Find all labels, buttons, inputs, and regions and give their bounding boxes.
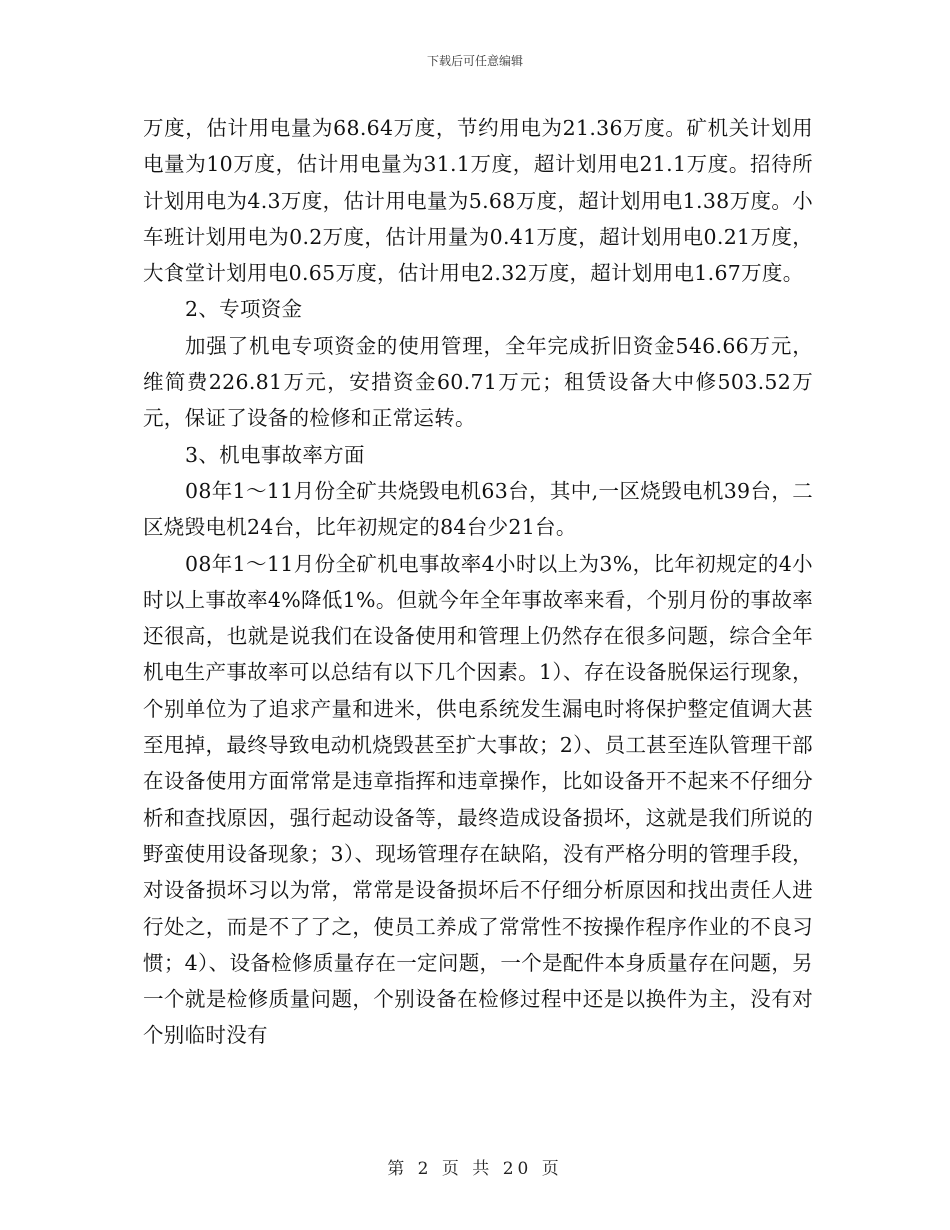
section-heading-accident-rate: 3、机电事故率方面 (185, 442, 365, 467)
document-body (143, 110, 813, 1054)
section-heading-special-funds: 2、专项资金 (185, 297, 303, 322)
paragraph-special-funds: 加强了机电专项资金的使用管理，全年完成折旧资金546.66万元，维简费226.81万元，安措资金60.71万元；租赁设备大中修503.52万元，保证了设备的检修和正常运转。 (143, 333, 813, 431)
page-header: 下载后可任意编辑 (426, 54, 523, 68)
paragraph-electricity-usage: 万度，估计用电量为68.64万度，节约用电为21.36万度。矿机关计划用电量为10万度，估计用电量为31.1万度，超计划用电21.1万度。招待所计划用电为4.3万度，估计用电量为5.68万度，超计划用电1.38万度。小车班计划用电为0.2万度，估计用量为0.41万度，超计划用电0.21万度，大食堂计划用电0.65万度，估计用电2.32万度，超计划用电1.67万度。 (143, 116, 813, 286)
paragraph-accident-analysis: 08年1～11月份全矿机电事故率4小时以上为3%，比年初规定的4小时以上事故率4%降低1%。但就今年全年事故率来看，个别月份的事故率还很高，也就是说我们在设备使用和管理上仍然存在很多问题，综合全年机电生产事故率可以总结有以下几个因素。1）、存在设备脱保运行现象，个别单位为了追求产量和进米，供电系统发生漏电时将保护整定值调大甚至甩掉，最终导致电动机烧毁甚至扩大事故；2）、员工甚至连队管理干部在设备使用方面常常是违章指挥和违章操作，比如设备开不起来不仔细分析和查找原因，强行起动设备等，最终造成设备损坏，这就是我们所说的野蛮使用设备现象；3）、现场管理存在缺陷，没有严格分明的管理手段，对设备损坏习以为常，常常是设备损坏后不仔细分析原因和找出责任人进行处之，而是不了了之，使员工养成了常常性不按操作程序作业的不良习惯；4）、设备检修质量存在一定问题，一个是配件本身质量存在问题，另一个就是检修质量问题，个别设备在检修过程中还是以换件为主，没有对个别临时没有 (143, 551, 813, 1048)
paragraph-burned-motors: 08年1～11月份全矿共烧毁电机63台，其中,一区烧毁电机39台，二区烧毁电机24台，比年初规定的84台少21台。 (143, 478, 813, 540)
page-number-footer: 第 2 页 共 20 页 (387, 1159, 563, 1179)
